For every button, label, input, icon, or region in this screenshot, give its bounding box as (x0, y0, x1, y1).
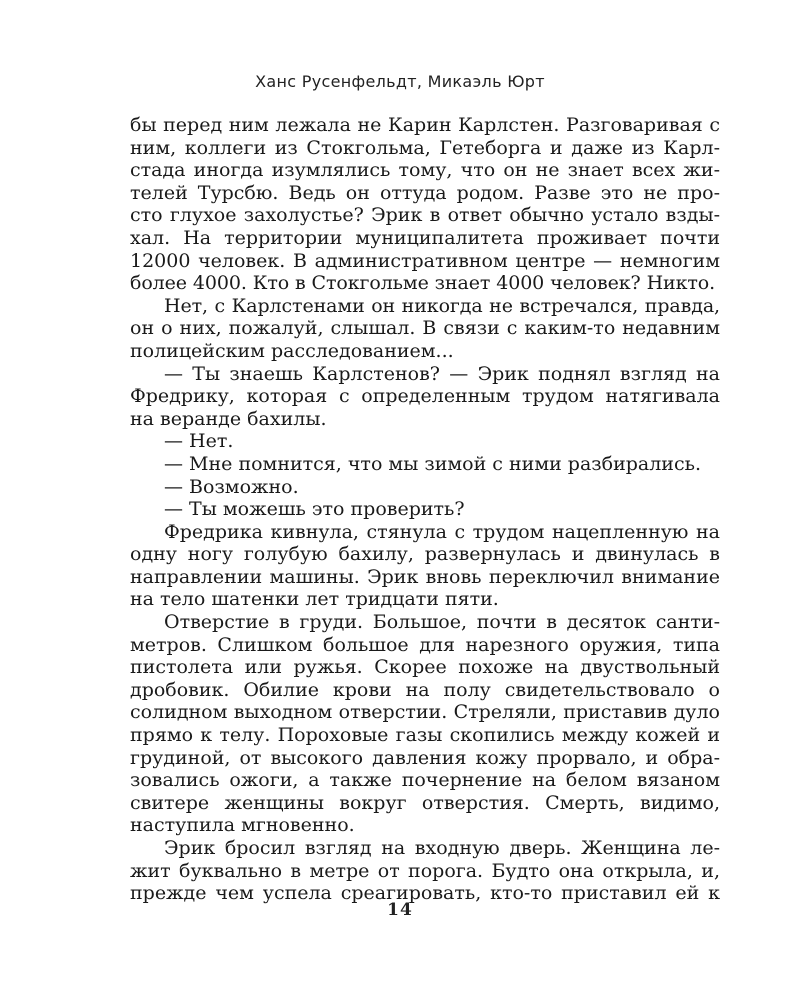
text-line: прямо к телу. Пороховые газы скопились между кожей и (130, 724, 720, 747)
running-header: Ханс Русенфельдт, Микаэль Юрт (255, 72, 545, 91)
text-line: на тело шатенки лет тридцати пяти. (130, 588, 499, 611)
text-line: пистолета или ружья. Скорее похоже на двуствольный (130, 656, 720, 679)
text-line: сто глухое захолустье? Эрик в ответ обычно устало взды- (130, 204, 720, 227)
text-line: жит буквально в метре от порога. Будто она открыла, и, (130, 859, 720, 882)
text-line: — Ты можешь это проверить? (164, 498, 465, 521)
text-line: Отверстие в груди. Большое, почти в десяток санти- (164, 611, 720, 634)
text-line: свитере женщины вокруг отверстия. Смерть, видимо, (130, 791, 720, 814)
text-line: грудиной, от высокого давления кожу прорвало, и обра- (130, 746, 720, 769)
text-line: Нет, с Карлстенами он никогда не встречался, правда, (164, 294, 720, 317)
text-line: — Мне помнится, что мы зимой с ними разбирались. (164, 452, 702, 475)
text-line: — Ты знаешь Карлстенов? — Эрик поднял взгляд на (164, 362, 720, 385)
text-line: солидном выходном отверстии. Стреляли, приставив дуло (130, 701, 720, 724)
text-line: телей Турсбю. Ведь он оттуда родом. Разве это не про- (130, 181, 720, 204)
text-line: метров. Слишком большое для нарезного оружия, типа (130, 633, 720, 656)
text-line: он о них, пожалуй, слышал. В связи с каким-то недавним (130, 317, 720, 340)
text-line: Фредрику, которая с определенным трудом натягивала (130, 385, 720, 408)
text-line: зовались ожоги, а также почернение на белом вязаном (130, 769, 720, 792)
text-line: ним, коллеги из Стокгольма, Гетеборга и даже из Карл- (130, 136, 720, 159)
text-line: бы перед ним лежала не Карин Карлстен. Разговаривая с (130, 114, 720, 136)
text-line: более 4000. Кто в Стокгольме знает 4000 человек? Никто. (130, 272, 716, 295)
text-line: прежде чем успела среагировать, кто-то приставил ей к (130, 882, 720, 905)
text-line: хал. На территории муниципалитета проживает почти (130, 226, 720, 249)
text-line: дробовик. Обилие крови на полу свидетельствовало о (130, 678, 720, 701)
text-line: одну ногу голубую бахилу, развернулась и двинулась в (130, 543, 720, 566)
text-line: — Возможно. (164, 475, 299, 498)
body-text (130, 114, 720, 905)
text-line: на веранде бахилы. (130, 407, 327, 430)
text-line: полицейским расследованием... (130, 339, 454, 362)
text-line: Эрик бросил взгляд на входную дверь. Женщина ле- (164, 837, 720, 859)
text-line: направлении машины. Эрик вновь переключил внимание (130, 565, 720, 588)
text-line: стада иногда изумлялись тому, что он не знает всех жи- (130, 159, 720, 182)
text-line: — Нет. (164, 430, 234, 453)
text-line: 12000 человек. В административном центре — немногим (130, 249, 720, 272)
page-number: 14 (387, 900, 413, 920)
text-line: Фредрика кивнула, стянула с трудом нацепленную на (164, 520, 720, 543)
text-line: наступила мгновенно. (130, 814, 355, 837)
